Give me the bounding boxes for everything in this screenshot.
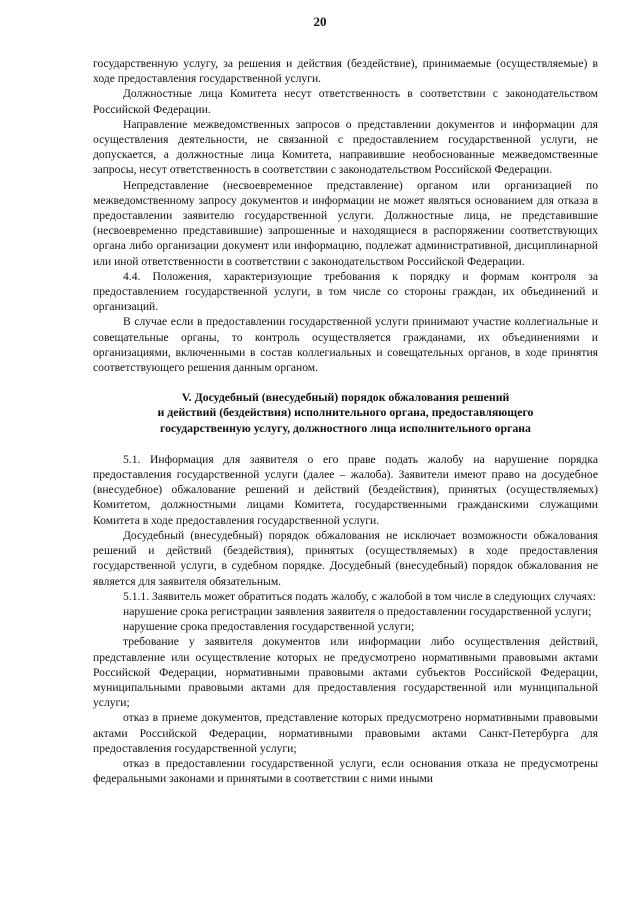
document-body <box>93 56 598 786</box>
paragraph-collegial-bodies: В случае если в предоставлении государственной услуги принимают участие коллегиальные и совещательные органы, то контроль осуществляется гражданами, их объединениями и организациями, включенными в состав коллегиальных и совещательных органов, в ходе принятия соответствующего решения данным органом. <box>93 315 598 375</box>
section-heading-line: и действий (бездействия) исполнительного органа, предоставляющего <box>157 405 534 420</box>
paragraph-continuation: государственную услугу, за решения и действия (бездействие), принимаемые (осуществляемые) в ходе предоставления государственной услуги. <box>93 57 598 86</box>
section-heading-line: государственную услугу, должностного лица исполнительного органа <box>160 420 531 435</box>
list-item-refusal-acceptance: отказ в приеме документов, представление которых предусмотрено нормативными правовыми актами Российской Федерации, нормативными правовыми актами Санкт-Петербурга для предоставления государственной услуги; <box>93 711 598 755</box>
paragraph-5-1: 5.1. Информация для заявителя о его праве подать жалобу на нарушение порядка предоставления государственной услуги (далее – жалоба). Заявители имеют право на досудебное (внесудебное) обжалование решений и действий (бездействия), принятых (осуществляемых) Комитетом, должностными лицами Комитета, государственными гражданскими служащими Комитета в ходе предоставления государственной услуги. <box>93 452 598 527</box>
list-item-refusal-service: отказ в предоставлении государственной услуги, если основания отказа не предусмотрены федеральными законами и принятыми в соответствии с ними иными <box>93 756 598 786</box>
list-item-service-deadline: нарушение срока предоставления государственной услуги; <box>123 620 415 634</box>
paragraph-non-submission: Непредставление (несвоевременное представление) органом или организацией по межведомственному запросу документов и информации не может являться основанием для отказа в предоставлении заявителю государственной услуги. Должностные лица, не представившие (несвоевременно представившие) запрошенные и находящиеся в распоряжении соответствующих органа либо организации документ или информацию, подлежат административной, дисциплинарной или иной ответственности в соответствии с законодательством Российской Федерации. <box>93 178 598 268</box>
page-number: 20 <box>313 14 327 29</box>
section-heading-line: V. Досудебный (внесудебный) порядок обжалования решений <box>181 390 510 405</box>
paragraph-interagency-requests: Направление межведомственных запросов о представлении документов и информации для осуществления деятельности, не связанной с предоставлением государственной услуги, не допускается, а должностные лица Комитета, направившие необоснованные межведомственные запросы, несут ответственность в соответствии с законодательством Российской Федерации. <box>93 117 598 177</box>
list-item-registration-deadline: нарушение срока регистрации заявления заявителя о предоставлении государственной услуги; <box>123 604 592 618</box>
paragraph-4-4: 4.4. Положения, характеризующие требования к порядку и формам контроля за предоставлением государственной услуги, в том числе со стороны граждан, их объединений и организаций. <box>93 269 598 314</box>
section-heading <box>93 390 598 436</box>
list-item-document-requirement: требование у заявителя документов или информации либо осуществления действий, представление или осуществление которых не предусмотрено нормативными правовыми актами Российской Федерации, нормативными правовыми актами субъектов Российской Федерации, муниципальными правовыми актами для предоставления государственной или муниципальной услуги; <box>93 635 598 710</box>
paragraph-pretrial-order: Досудебный (внесудебный) порядок обжалования не исключает возможности обжалования решений и действий (бездействия), принятых (осуществляемых) в ходе предоставления государственной услуги, в судебном порядке. Досудебный (внесудебный) порядок обжалования не является для заявителя обязательным. <box>93 528 598 588</box>
paragraph-5-1-1: 5.1.1. Заявитель может обратиться подать жалобу, с жалобой в том числе в следующих случаях: <box>123 589 597 603</box>
paragraph-responsibility: Должностные лица Комитета несут ответственность в соответствии с законодательством Российской Федерации. <box>93 87 598 116</box>
